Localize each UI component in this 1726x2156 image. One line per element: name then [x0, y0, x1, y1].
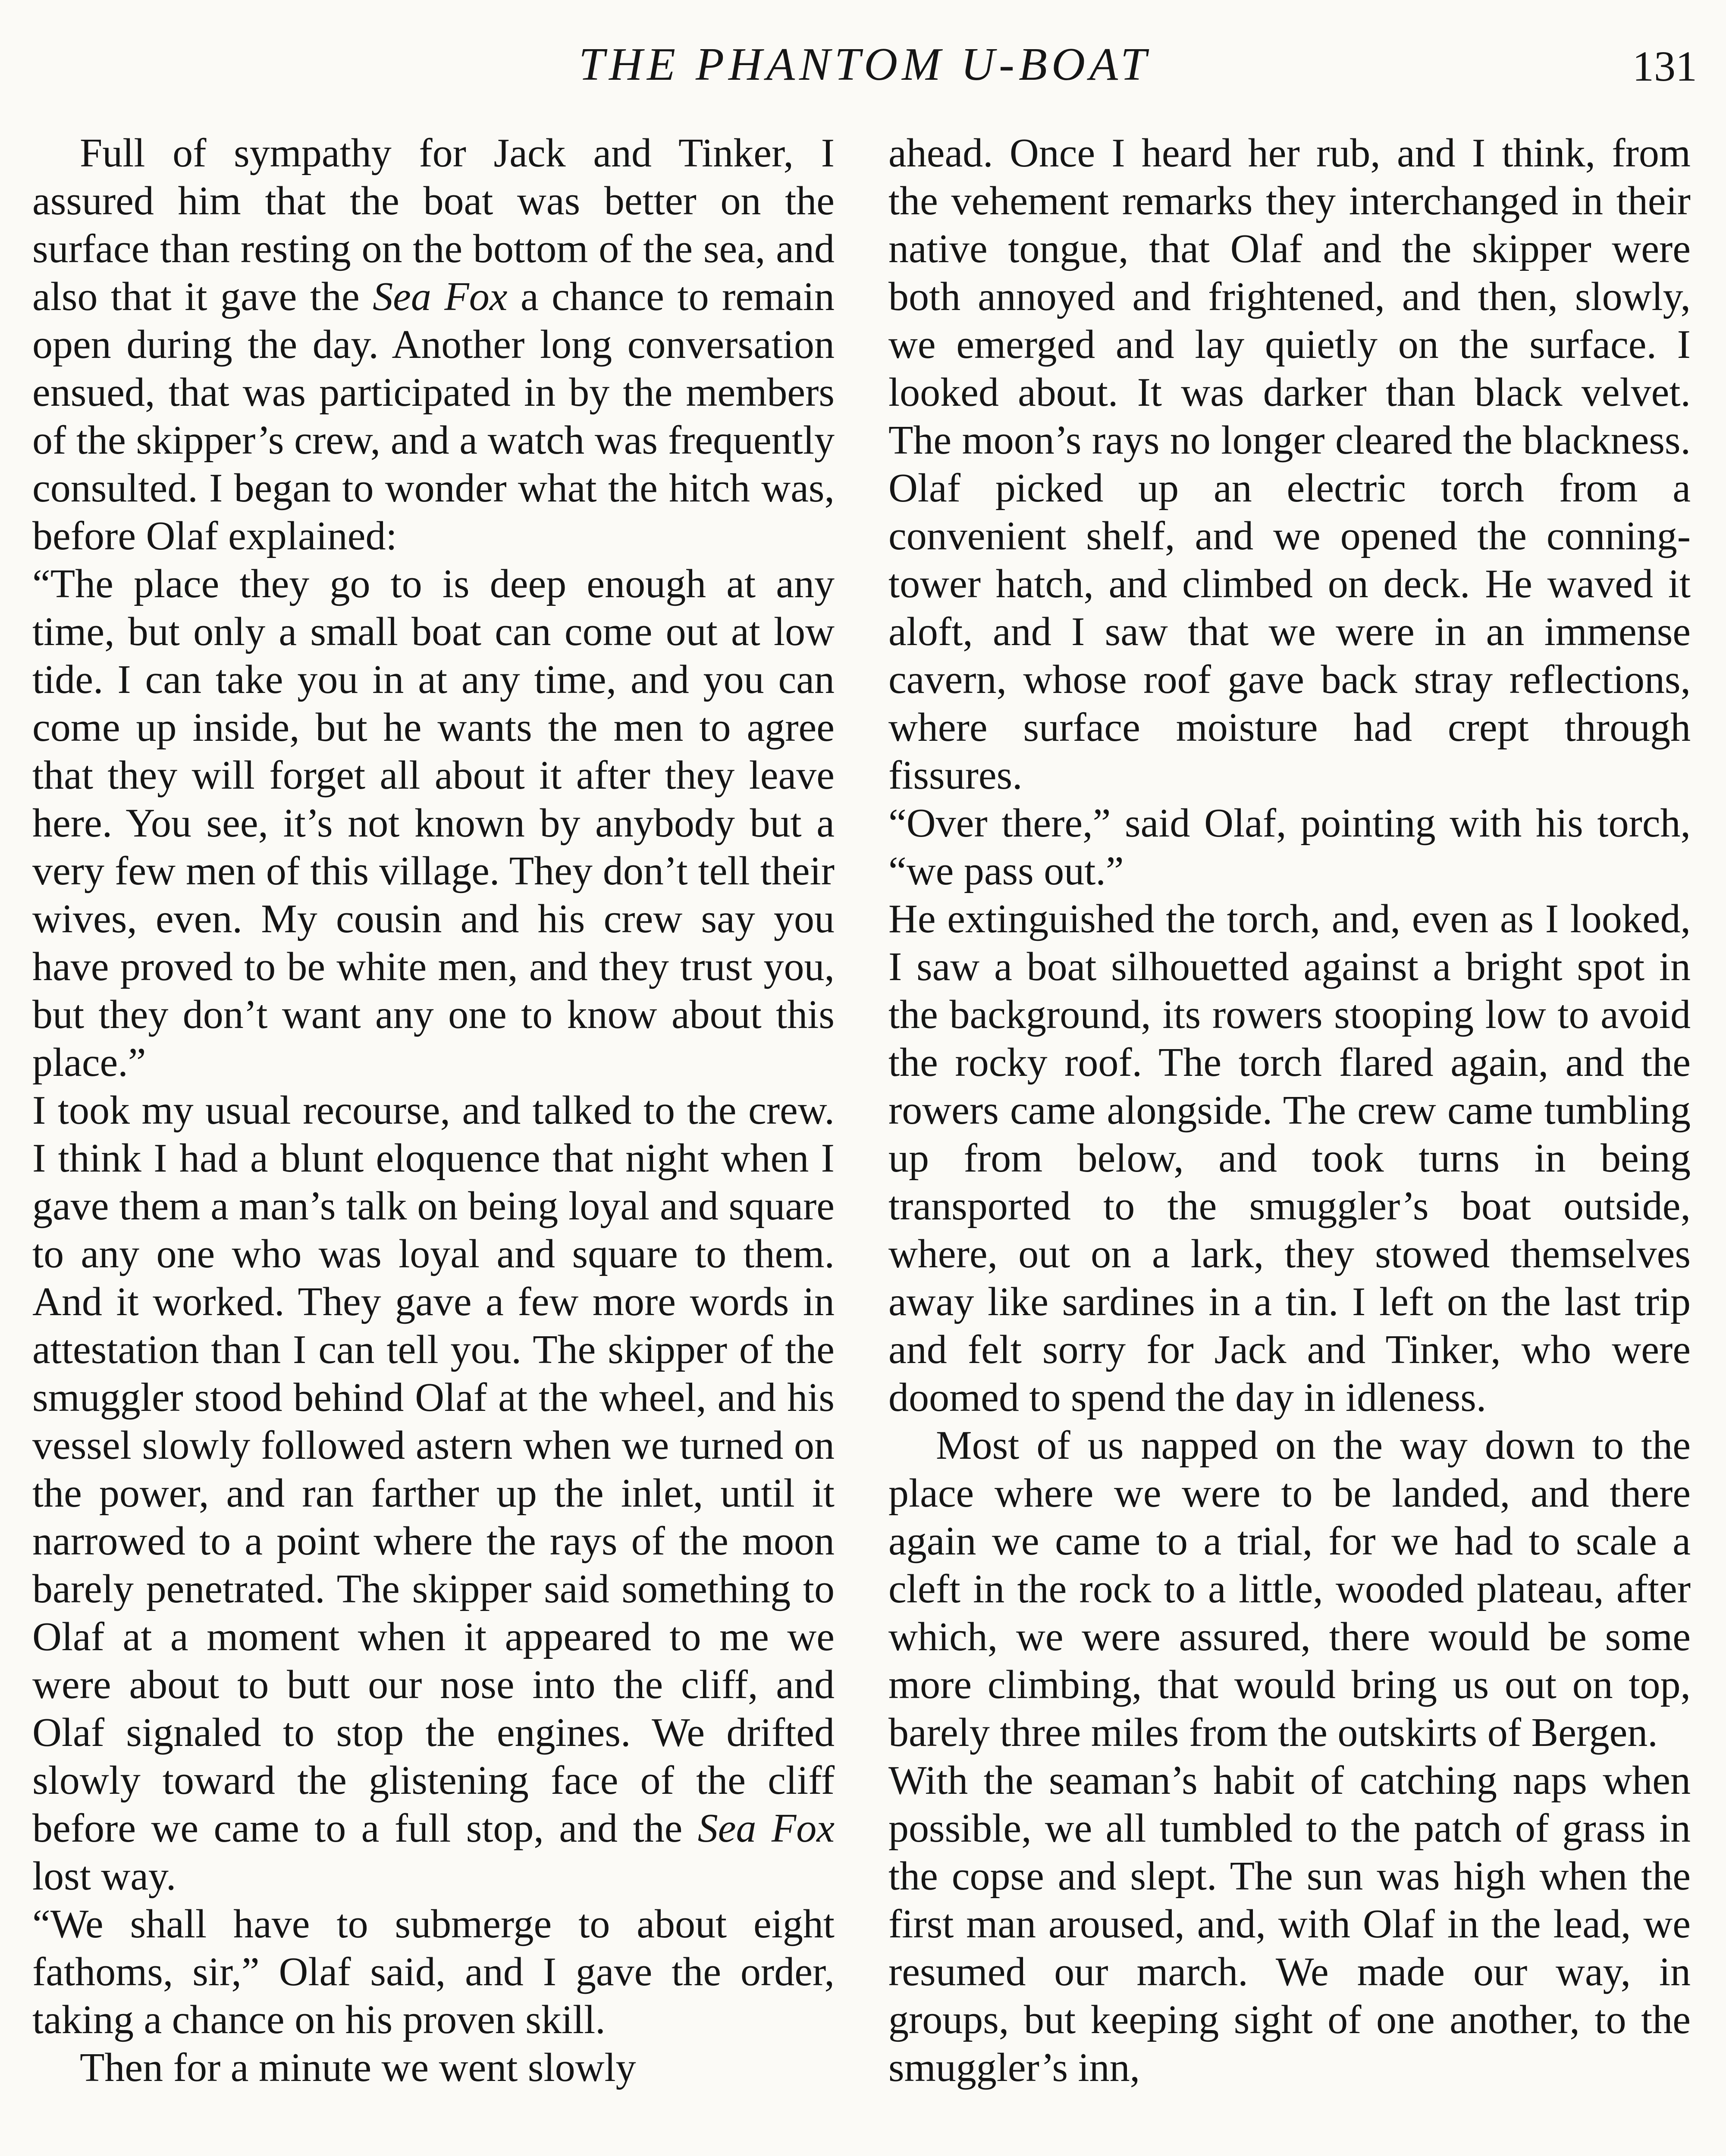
- page-header: [32, 30, 1697, 95]
- paragraph: “We shall have to submerge to about eight fathoms, sir,” Olaf said, and I gave the order, taking a chance on his proven skill.: [32, 1902, 835, 2042]
- paragraph: Then for a minute we went slowly: [80, 2045, 636, 2090]
- paragraph: He extinguished the torch, and, even as I looked, I saw a boat silhouetted against a bright spot in the background, its rowers stooping low to avoid the rocky roof. The torch flared again, and the rowers came alongside. The crew came tumbling up from below, and took turns in being transported to the smuggler’s boat outside, where, out on a lark, they stowed themselves away like sardines in a tin. I left on the last trip and felt sorry for Jack and Tinker, who were doomed to spend the day in idleness.: [888, 896, 1691, 1420]
- paragraph: With the seaman’s habit of catching naps when possible, we all tumbled to the patch of grass in the copse and slept. The sun was high when the first man aroused, and, with Olaf in the lead, we resumed our march. We made our way, in groups, but keeping sight of one another, to the smuggler’s inn,: [888, 1758, 1691, 2090]
- paragraph: I took my usual recourse, and talked to the crew. I think I had a blunt eloquence that night when I gave them a man’s talk on being loyal and square to any one who was loyal and square to them. And it worked. They gave a few more words in attestation than I can tell you. The skipper of the smuggler stood behind Olaf at the wheel, and his vessel slowly followed astern when we turned on the power, and ran farther up the inlet, until it narrowed to a point where the rays of the moon barely penetrated. The skipper said something to Olaf at a moment when it appeared to me we were about to butt our nose into the cliff, and Olaf signaled to stop the engines. We drifted slowly toward the glistening face of the cliff before we came to a full stop, and the Sea Fox lost way.: [32, 1088, 835, 1899]
- paragraph: ahead. Once I heard her rub, and I think, from the vehement remarks they interchanged in their native tongue, that Olaf and the skipper were both annoyed and frightened, and then, slowly, we emerged and lay quietly on the surface. I looked about. It was darker than black velvet. The moon’s rays no longer cleared the blackness. Olaf picked up an electric torch from a convenient shelf, and we opened the conning-tower hatch, and climbed on deck. He waved it aloft, and I saw that we were in an immense cavern, whose roof gave back stray reflections, where surface moisture had crept through fissures.: [888, 131, 1691, 798]
- right-column: [888, 129, 1691, 2092]
- paragraph: “Over there,” said Olaf, pointing with his torch, “we pass out.”: [888, 801, 1691, 893]
- paragraph: Full of sympathy for Jack and Tinker, I assured him that the boat was better on the surface than resting on the bottom of the sea, and also that it gave the Sea Fox a chance to remain open during the day. Another long conversation ensued, that was participated in by the members of the skipper’s crew, and a watch was frequently consulted. I began to wonder what the hitch was, before Olaf explained:: [32, 131, 835, 558]
- running-title: THE PHANTOM U-BOAT: [578, 39, 1151, 90]
- paragraph: Most of us napped on the way down to the place where we were to be landed, and there again we came to a trial, for we had to scale a cleft in the rock to a little, wooded plateau, after which, we were assured, there would be some more climbing, that would bring us out on top, barely three miles from the outskirts of Bergen.: [888, 1423, 1691, 1755]
- page-number: 131: [1632, 42, 1697, 90]
- paragraph: “The place they go to is deep enough at any time, but only a small boat can come out at low tide. I can take you in at any time, and you can come up inside, but he wants the men to agree that they will forget all about it after they leave here. You see, it’s not known by anybody but a very few men of this village. They don’t tell their wives, even. My cousin and his crew say you have proved to be white men, and they trust you, but they don’t want any one to know about this place.”: [32, 561, 835, 1085]
- left-column: [32, 129, 835, 2092]
